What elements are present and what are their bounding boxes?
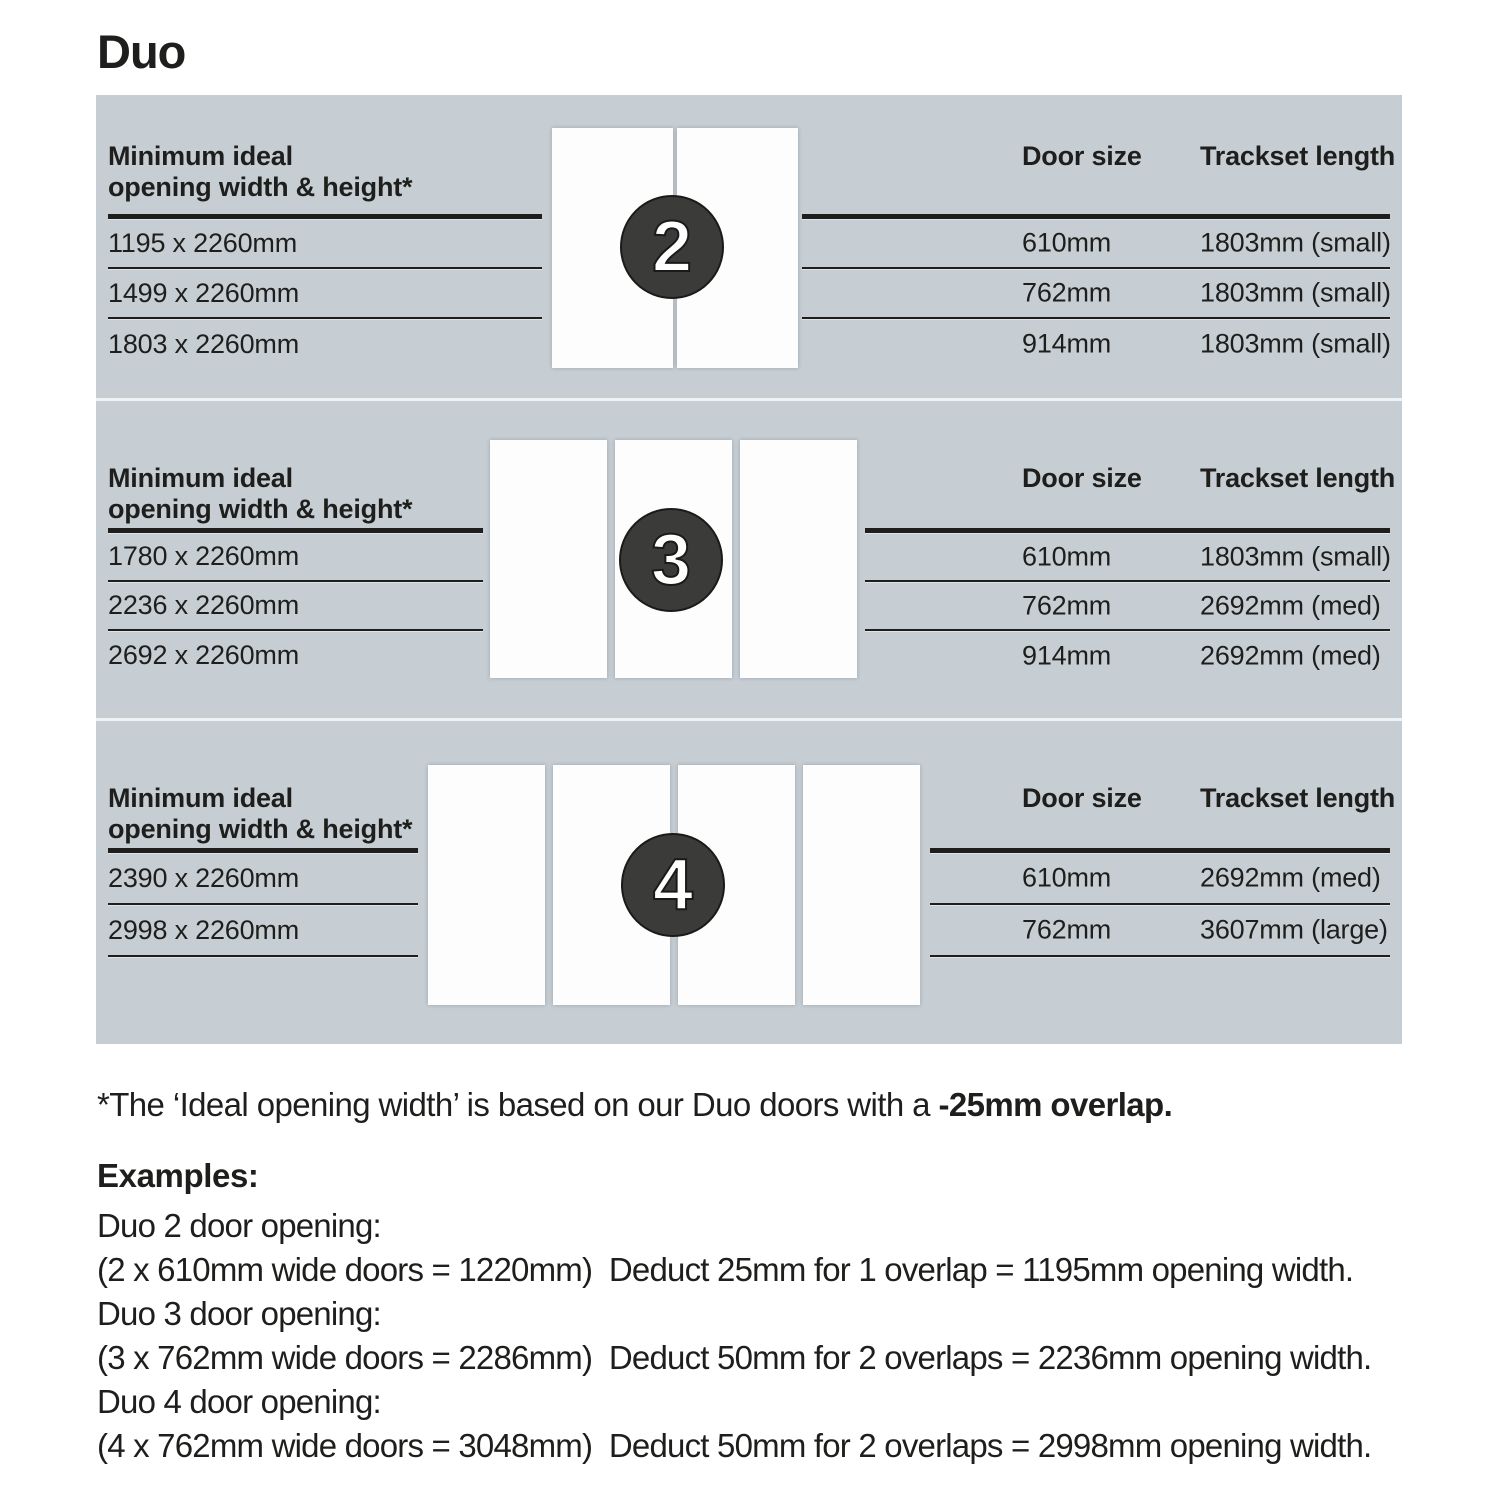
opening-header-line2: opening width & height* (108, 172, 413, 202)
table-row (108, 853, 418, 905)
opening-value: 1499 x 2260mm (108, 277, 300, 308)
opening-table (108, 721, 418, 957)
example-item (97, 1292, 1371, 1380)
footnote-bold: -25mm overlap. (938, 1086, 1173, 1123)
section-duo-2 (96, 95, 1402, 398)
table-row (865, 533, 1390, 582)
opening-header (108, 721, 418, 853)
trackset-header: Trackset length (1200, 783, 1396, 813)
example-detail: (3 x 762mm wide doors = 2286mm) Deduct 50mm for 2 overlaps = 2236mm opening width. (97, 1339, 1372, 1376)
table-row (108, 905, 418, 957)
door-size-value: 610mm (1022, 541, 1112, 571)
door-size-value: 610mm (1022, 862, 1112, 893)
opening-header-line1: Minimum ideal (108, 783, 293, 813)
spec-panel (96, 95, 1402, 1044)
size-table-header (802, 95, 1396, 219)
example-detail: (4 x 762mm wide doors = 3048mm) Deduct 50mm for 2 overlaps = 2998mm opening width. (97, 1427, 1372, 1464)
table-row (108, 631, 483, 680)
trackset-header: Trackset length (1200, 141, 1396, 171)
trackset-value: 1803mm (small) (1200, 277, 1391, 308)
opening-value: 2998 x 2260mm (108, 914, 300, 945)
opening-header-line2: opening width & height* (108, 814, 413, 844)
size-table (802, 95, 1396, 369)
opening-table (108, 401, 483, 680)
trackset-value: 2692mm (med) (1200, 590, 1381, 620)
section-duo-4 (96, 721, 1402, 1044)
opening-header (108, 401, 483, 533)
example-item (97, 1380, 1371, 1468)
door-panel (428, 765, 545, 1005)
opening-header (108, 95, 542, 219)
door-panel (740, 440, 857, 678)
footnote (97, 1086, 1172, 1124)
table-row (802, 319, 1390, 369)
door-size-value: 914mm (1022, 328, 1112, 359)
example-label: Duo 2 door opening: (97, 1207, 381, 1244)
door-size-value: 610mm (1022, 227, 1112, 258)
trackset-value: 1803mm (small) (1200, 227, 1391, 258)
page-title: Duo (97, 25, 186, 78)
size-table (865, 401, 1396, 680)
trackset-header: Trackset length (1200, 463, 1396, 493)
table-row (865, 631, 1390, 680)
size-table (930, 721, 1396, 957)
door-size-header: Door size (1022, 783, 1142, 813)
trackset-value: 1803mm (small) (1200, 541, 1391, 571)
door-count-badge: 4 (621, 833, 725, 937)
door-size-value: 762mm (1022, 590, 1112, 620)
example-label: Duo 3 door opening: (97, 1295, 381, 1332)
door-panel (803, 765, 920, 1005)
size-table-header (865, 401, 1396, 533)
door-count-badge: 2 (620, 195, 724, 299)
opening-value: 1195 x 2260mm (108, 227, 298, 258)
trackset-value: 3607mm (large) (1200, 914, 1388, 945)
door-size-header: Door size (1022, 141, 1142, 171)
example-item (97, 1204, 1371, 1292)
opening-value: 2390 x 2260mm (108, 862, 300, 893)
opening-header-line1: Minimum ideal (108, 141, 293, 171)
opening-value: 1803 x 2260mm (108, 328, 300, 359)
opening-value: 2236 x 2260mm (108, 590, 300, 620)
example-detail: (2 x 610mm wide doors = 1220mm) Deduct 25mm for 1 overlap = 1195mm opening width. (97, 1251, 1354, 1288)
trackset-value: 1803mm (small) (1200, 328, 1391, 359)
opening-table (108, 95, 542, 369)
trackset-value: 2692mm (med) (1200, 862, 1381, 893)
door-size-value: 762mm (1022, 277, 1112, 308)
examples-block (97, 1158, 1371, 1468)
table-row (865, 582, 1390, 631)
table-row (108, 219, 542, 269)
opening-value: 1780 x 2260mm (108, 541, 300, 571)
table-row (108, 269, 542, 319)
table-row (108, 533, 483, 582)
opening-header-line1: Minimum ideal (108, 463, 293, 493)
trackset-value: 2692mm (med) (1200, 640, 1381, 670)
table-row (802, 269, 1390, 319)
table-row (930, 905, 1390, 957)
table-row (802, 219, 1390, 269)
door-size-header: Door size (1022, 463, 1142, 493)
section-duo-3 (96, 401, 1402, 718)
table-row (108, 582, 483, 631)
example-label: Duo 4 door opening: (97, 1383, 381, 1420)
table-row (108, 319, 542, 369)
size-table-header (930, 721, 1396, 853)
opening-header-line2: opening width & height* (108, 494, 413, 524)
door-panel (490, 440, 607, 678)
examples-heading: Examples: (97, 1157, 259, 1194)
door-size-value: 914mm (1022, 640, 1112, 670)
opening-value: 2692 x 2260mm (108, 640, 300, 670)
footnote-text: *The ‘Ideal opening width’ is based on our Duo doors with a (97, 1086, 939, 1123)
door-count-badge: 3 (619, 508, 723, 612)
door-size-value: 762mm (1022, 914, 1112, 945)
table-row (930, 853, 1390, 905)
